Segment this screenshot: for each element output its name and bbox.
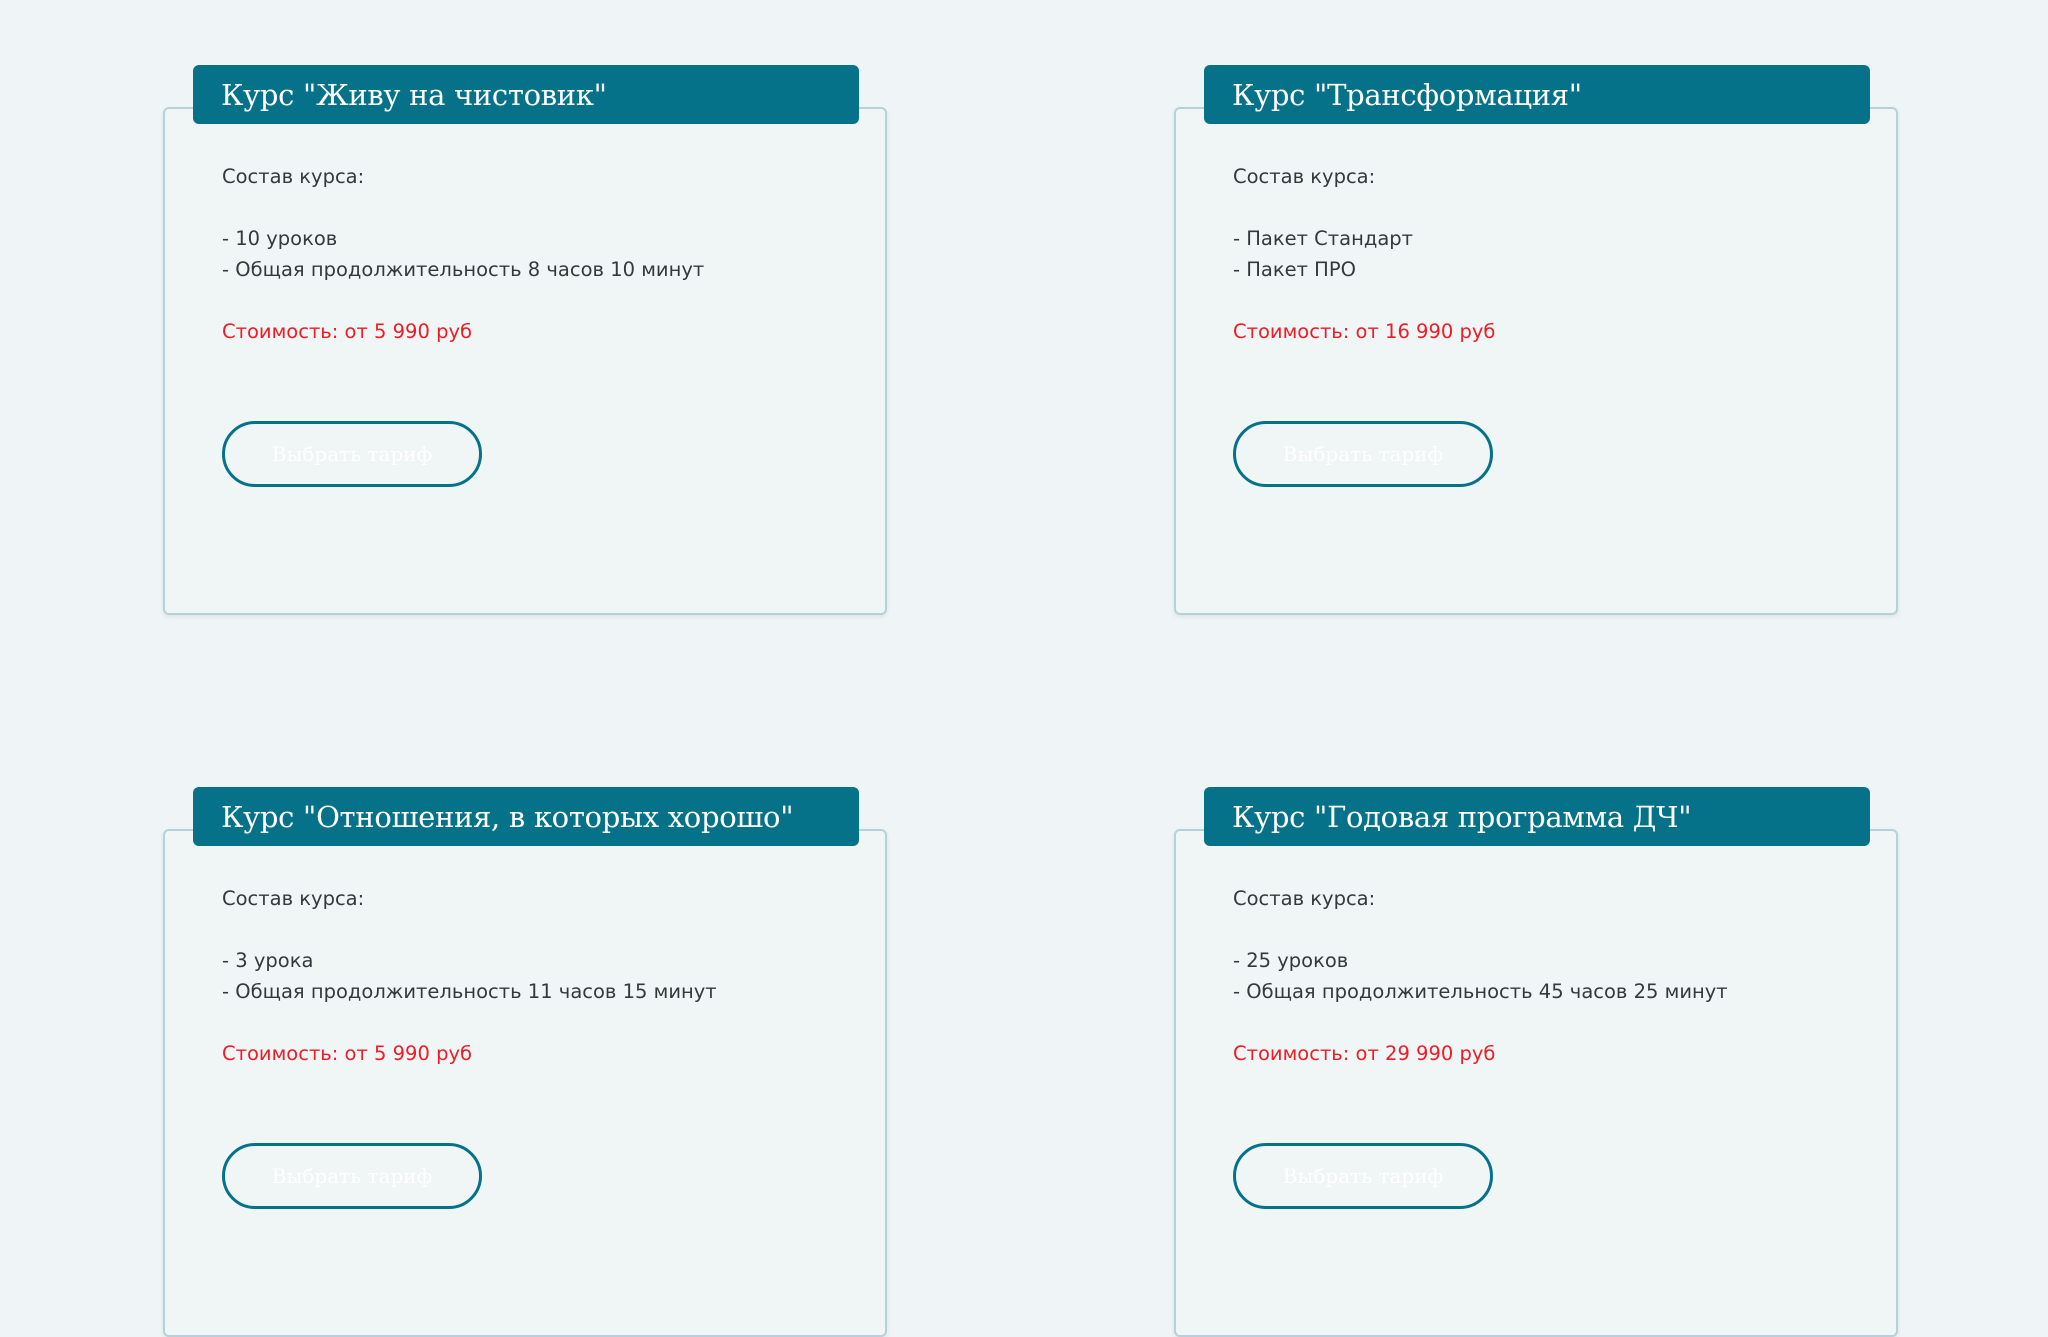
choose-plan-button[interactable]: Выбрать тариф (222, 1143, 482, 1209)
course-price: Стоимость: от 16 990 руб (1233, 320, 1496, 343)
course-item: - Пакет Стандарт (1233, 227, 1414, 250)
course-title: Курс "Живу на чистовик" (221, 77, 607, 112)
choose-plan-button[interactable]: Выбрать тариф (1233, 421, 1493, 487)
composition-label: Состав курса: (1233, 887, 1376, 910)
course-price: Стоимость: от 29 990 руб (1233, 1042, 1496, 1065)
composition-label: Состав курса: (222, 887, 365, 910)
course-title: Курс "Трансформация" (1232, 77, 1582, 112)
course-item: - 3 урока (222, 949, 314, 972)
course-item: - Общая продолжительность 11 часов 15 минут (222, 980, 717, 1003)
course-description (1233, 161, 1866, 347)
course-price: Стоимость: от 5 990 руб (222, 320, 473, 343)
course-price: Стоимость: от 5 990 руб (222, 1042, 473, 1065)
course-description (1233, 883, 1866, 1069)
course-card (163, 77, 887, 615)
course-title: Курс "Отношения, в которых хорошо" (221, 799, 794, 834)
course-title: Курс "Годовая программа ДЧ" (1232, 799, 1692, 834)
choose-plan-button[interactable]: Выбрать тариф (1233, 1143, 1493, 1209)
course-card-header (1204, 787, 1870, 846)
course-card (1174, 799, 1898, 1337)
course-description (222, 161, 855, 347)
course-item: - 25 уроков (1233, 949, 1349, 972)
course-card-header (1204, 65, 1870, 124)
course-card-header (193, 65, 859, 124)
course-item: - Общая продолжительность 8 часов 10 минут (222, 258, 705, 281)
choose-plan-button[interactable]: Выбрать тариф (222, 421, 482, 487)
course-card (1174, 77, 1898, 615)
composition-label: Состав курса: (1233, 165, 1376, 188)
course-card (163, 799, 887, 1337)
course-item: - Пакет ПРО (1233, 258, 1356, 281)
course-description (222, 883, 855, 1069)
course-item: - 10 уроков (222, 227, 338, 250)
composition-label: Состав курса: (222, 165, 365, 188)
course-card-header (193, 787, 859, 846)
course-item: - Общая продолжительность 45 часов 25 минут (1233, 980, 1728, 1003)
